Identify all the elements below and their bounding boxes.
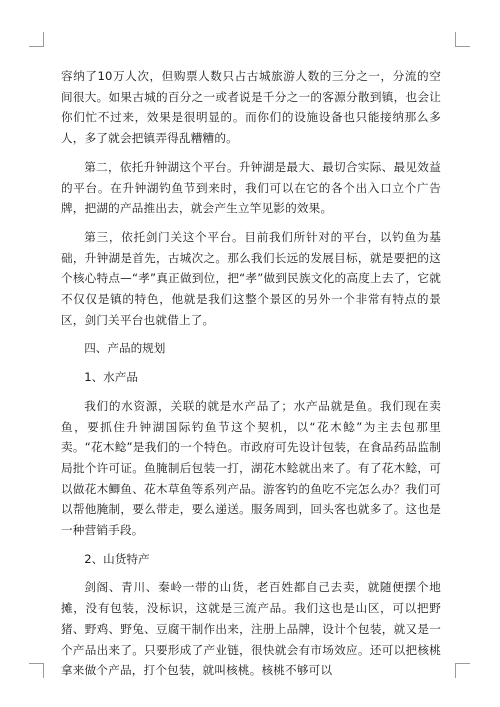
paragraph: 第三，依托剑门关这个平台。目前我们所针对的平台，以钓鱼为基础，升钟湖是首先，古城次之。那么我们长远的发展目标，就是要把的这个核心特点—“孝”真正做到位，把“孝”做到民族文化的高度上去了，它就不仅仅是镇的特色，他就是我们这整个景区的另外一个非常有特点的景区，剑门关平台也就借上了。 [61,229,441,327]
paragraph: 容纳了10万人次，但购票人数只占古城旅游人数的三分之一，分流的空间很大。如果古城的百分之一或者说是千分之一的客源分散到镇，也会让你们忙不过来，效果是很明显的。而你们的设施设备也只能接纳那么多人，多了就会把镇弄得乱糟糟的。 [61,69,441,146]
document-body [61,66,441,681]
crop-mark-bottom-left [29,663,44,678]
subsection-heading: 2、山货特产 [84,551,150,566]
paragraph: 剑阁、青川、秦岭一带的山货，老百姓都自己去卖，就随便摆个地摊，没有包装，没标识，这就是三流产品。我们这也是山区，可以把野猪、野鸡、野兔、豆腐干制作出来，注册上品牌，设计个包装，就又是一个产品出来了。只要形成了产业链，很快就会有市场效应。还可以把核桃拿来做个产品，打个包装，就叫核桃。核桃不够可以 [61,580,441,678]
section-heading: 四、产品的规划 [84,341,166,356]
crop-mark-top-left [29,32,44,47]
crop-mark-top-right [455,32,470,47]
subsection-heading: 1、水产品 [84,370,138,385]
paragraph: 第二，依托升钟湖这个平台。升钟湖是最大、最切合实际、最见效益的平台。在升钟湖钓鱼节到来时，我们可以在它的各个出入口立个广告牌，把湖的产品推出去，就会产生立竿见影的效果。 [61,159,441,216]
crop-mark-bottom-right [455,663,470,678]
paragraph: 我们的水资源，关联的就是水产品了；水产品就是鱼。我们现在卖鱼，要抓住升钟湖国际钓鱼节这个契机，以“花木鲶”为主去包那里卖。“花木鲶”是我们的一个特色。市政府可先设计包装，在食品药品监制局批个许可证。鱼腌制后包装一打，湖花木鲶就出来了。有了花木鲶，可以做花木鲫鱼、花木草鱼等系列产品。游客钓的鱼吃不完怎么办？我们可以帮他腌制，要么带走，要么递送。服务周到，回头客也就多了。这也是一种营销手段。 [61,398,441,538]
